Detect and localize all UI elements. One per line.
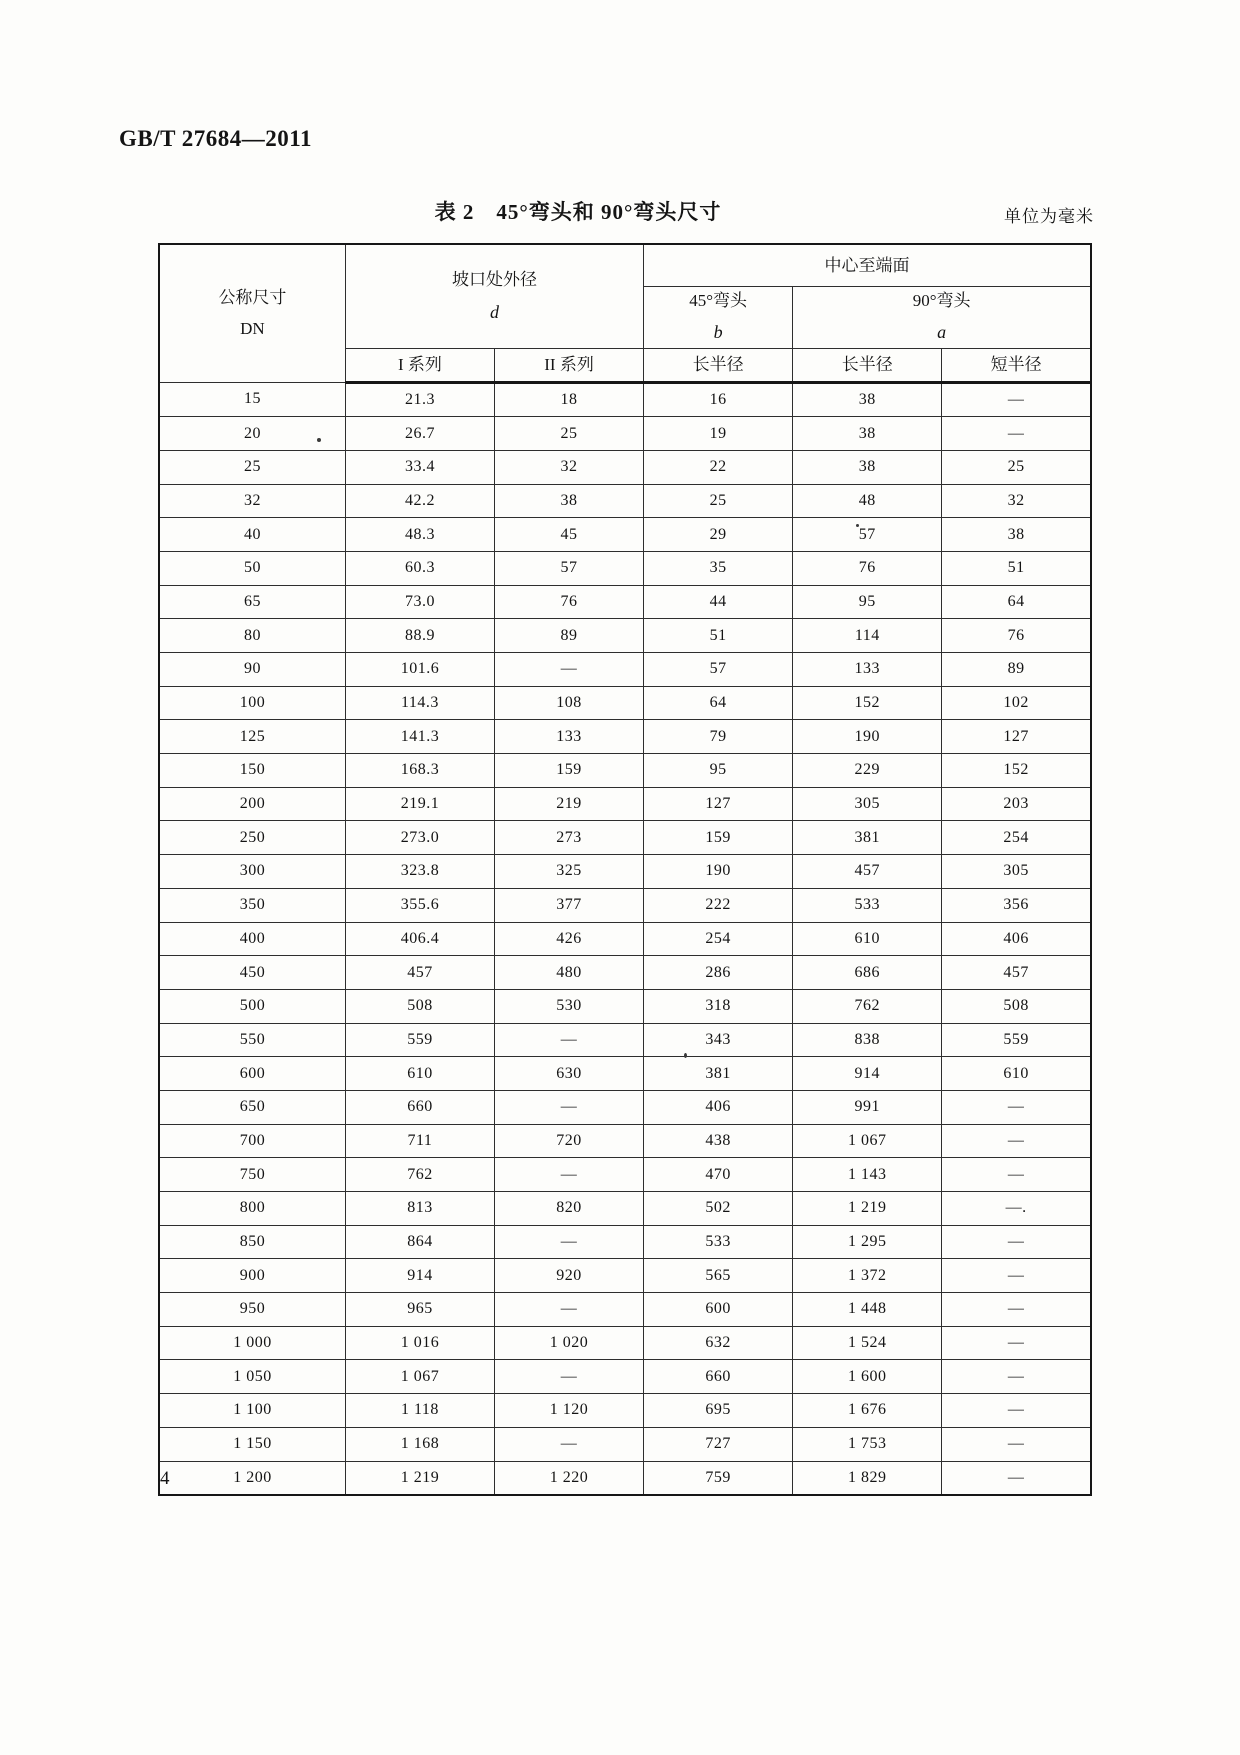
table-cell: —: [942, 1427, 1091, 1461]
header-center-to-end: 中心至端面: [644, 244, 1091, 286]
table-cell: 16: [644, 382, 793, 417]
table-row: [159, 1158, 1091, 1192]
table-cell: 800: [159, 1192, 345, 1226]
table-cell: —: [942, 1259, 1091, 1293]
table-cell: 79: [644, 720, 793, 754]
table-cell: —: [495, 1225, 644, 1259]
table-cell: —: [495, 1360, 644, 1394]
table-cell: 95: [644, 754, 793, 788]
table-cell: 222: [644, 888, 793, 922]
header-d-symbol: d: [490, 301, 499, 322]
table-cell: 250: [159, 821, 345, 855]
table-row: [159, 382, 1091, 417]
table-cell: 1 150: [159, 1427, 345, 1461]
table-cell: 1 676: [793, 1394, 942, 1428]
table-cell: 32: [159, 484, 345, 518]
table-cell: 864: [345, 1225, 494, 1259]
table-cell: 133: [793, 653, 942, 687]
table-row: [159, 855, 1091, 889]
table-row: [159, 1057, 1091, 1091]
header-series-2: II 系列: [495, 348, 644, 382]
table-cell: 762: [345, 1158, 494, 1192]
table-cell: 88.9: [345, 619, 494, 653]
table-cell: 1 168: [345, 1427, 494, 1461]
table-cell: 48.3: [345, 518, 494, 552]
table-cell: 200: [159, 787, 345, 821]
table-cell: 480: [495, 956, 644, 990]
table-row: [159, 989, 1091, 1023]
table-cell: 133: [495, 720, 644, 754]
table-title: 表 2 45°弯头和 90°弯头尺寸: [434, 200, 722, 224]
table-cell: 632: [644, 1326, 793, 1360]
table-cell: —.: [942, 1192, 1091, 1226]
table-cell: 38: [495, 484, 644, 518]
table-cell: 991: [793, 1090, 942, 1124]
table-cell: 203: [942, 787, 1091, 821]
table-cell: 64: [942, 585, 1091, 619]
table-cell: 700: [159, 1124, 345, 1158]
table-cell: 1 219: [793, 1192, 942, 1226]
table-cell: 273: [495, 821, 644, 855]
table-cell: 57: [793, 518, 942, 552]
table-row: [159, 653, 1091, 687]
table-row: [159, 787, 1091, 821]
table-cell: 323.8: [345, 855, 494, 889]
header-elbow-45: [644, 286, 793, 348]
header-bevel-od-label: 坡口处外径: [452, 270, 537, 290]
table-cell: 125: [159, 720, 345, 754]
table-cell: 273.0: [345, 821, 494, 855]
table-row: [159, 754, 1091, 788]
table-cell: 406: [942, 922, 1091, 956]
table-cell: 900: [159, 1259, 345, 1293]
table-cell: —: [495, 1427, 644, 1461]
table-cell: 720: [495, 1124, 644, 1158]
table-cell: 965: [345, 1293, 494, 1327]
table-cell: 920: [495, 1259, 644, 1293]
table-cell: 152: [942, 754, 1091, 788]
table-cell: 406: [644, 1090, 793, 1124]
table-cell: 318: [644, 989, 793, 1023]
table-cell: 22: [644, 450, 793, 484]
table-cell: 630: [495, 1057, 644, 1091]
table-cell: —: [495, 1293, 644, 1327]
header-elbow-90: [793, 286, 1091, 348]
table-cell: 1 295: [793, 1225, 942, 1259]
table-cell: 530: [495, 989, 644, 1023]
header-nominal-size-label: 公称尺寸: [218, 288, 287, 307]
table-cell: 50: [159, 551, 345, 585]
table-cell: 95: [793, 585, 942, 619]
table-cell: 51: [942, 551, 1091, 585]
table-cell: 190: [793, 720, 942, 754]
table-row: [159, 1360, 1091, 1394]
table-cell: 127: [644, 787, 793, 821]
table-cell: 32: [942, 484, 1091, 518]
table-cell: 550: [159, 1023, 345, 1057]
table-cell: 100: [159, 686, 345, 720]
table-cell: 89: [942, 653, 1091, 687]
table-cell: 381: [793, 821, 942, 855]
table-row: [159, 1293, 1091, 1327]
table-cell: —: [942, 1360, 1091, 1394]
table-row: [159, 450, 1091, 484]
table-row: [159, 1326, 1091, 1360]
table-cell: —: [495, 1158, 644, 1192]
table-cell: 254: [644, 922, 793, 956]
table-row: [159, 518, 1091, 552]
table-cell: 51: [644, 619, 793, 653]
table-cell: 600: [644, 1293, 793, 1327]
table-cell: 377: [495, 888, 644, 922]
table-cell: 57: [644, 653, 793, 687]
table-cell: —: [942, 1293, 1091, 1327]
table-cell: 1 372: [793, 1259, 942, 1293]
table-cell: 286: [644, 956, 793, 990]
table-cell: 457: [793, 855, 942, 889]
table-row: [159, 619, 1091, 653]
table-cell: 559: [942, 1023, 1091, 1057]
table-cell: —: [942, 1090, 1091, 1124]
table-cell: 450: [159, 956, 345, 990]
table-cell: 1 448: [793, 1293, 942, 1327]
table-cell: 1 050: [159, 1360, 345, 1394]
table-cell: 759: [644, 1461, 793, 1495]
table-row: [159, 1124, 1091, 1158]
table-cell: 305: [942, 855, 1091, 889]
table-cell: 686: [793, 956, 942, 990]
header-bevel-od: [345, 244, 643, 348]
table-cell: —: [942, 382, 1091, 417]
header-b-symbol: b: [713, 322, 723, 343]
table-cell: 350: [159, 888, 345, 922]
table-row: [159, 585, 1091, 619]
table-row: [159, 1090, 1091, 1124]
table-cell: 80: [159, 619, 345, 653]
table-cell: 457: [345, 956, 494, 990]
table-cell: 42.2: [345, 484, 494, 518]
table-row: [159, 417, 1091, 451]
table-row: [159, 922, 1091, 956]
table-cell: 35: [644, 551, 793, 585]
table-cell: 168.3: [345, 754, 494, 788]
table-cell: 343: [644, 1023, 793, 1057]
header-elbow-90-label: 90°弯头: [912, 291, 971, 311]
header-long-radius-90: 长半径: [793, 348, 942, 382]
table-cell: 1 200: [159, 1461, 345, 1495]
table-cell: 650: [159, 1090, 345, 1124]
table-cell: 57: [495, 551, 644, 585]
table-row: [159, 1023, 1091, 1057]
table-cell: 356: [942, 888, 1091, 922]
header-short-radius-90: 短半径: [942, 348, 1091, 382]
table-row: [159, 1461, 1091, 1495]
table-row: [159, 1259, 1091, 1293]
table-cell: 44: [644, 585, 793, 619]
table-cell: 33.4: [345, 450, 494, 484]
table-cell: 600: [159, 1057, 345, 1091]
table-cell: 470: [644, 1158, 793, 1192]
table-cell: 1 020: [495, 1326, 644, 1360]
table-cell: 60.3: [345, 551, 494, 585]
table-cell: 141.3: [345, 720, 494, 754]
table-cell: 25: [644, 484, 793, 518]
table-cell: 159: [644, 821, 793, 855]
header-dn-symbol: DN: [240, 319, 265, 339]
table-cell: 750: [159, 1158, 345, 1192]
table-cell: 21.3: [345, 382, 494, 417]
table-cell: 76: [942, 619, 1091, 653]
table-cell: —: [942, 1225, 1091, 1259]
table-cell: 660: [644, 1360, 793, 1394]
table-cell: 20: [159, 417, 345, 451]
table-cell: 25: [942, 450, 1091, 484]
table-cell: 48: [793, 484, 942, 518]
table-cell: 102: [942, 686, 1091, 720]
table-cell: 838: [793, 1023, 942, 1057]
scan-speck: [317, 438, 321, 442]
table-cell: 26.7: [345, 417, 494, 451]
table-cell: 25: [495, 417, 644, 451]
table-cell: 660: [345, 1090, 494, 1124]
table-cell: 1 067: [345, 1360, 494, 1394]
table-cell: 813: [345, 1192, 494, 1226]
table-cell: 508: [942, 989, 1091, 1023]
table-row: [159, 1192, 1091, 1226]
table-cell: 1 100: [159, 1394, 345, 1428]
table-cell: —: [495, 1090, 644, 1124]
table-cell: 426: [495, 922, 644, 956]
standard-number: GB/T 27684—2011: [119, 126, 313, 151]
table-cell: 300: [159, 855, 345, 889]
table-cell: 1 000: [159, 1326, 345, 1360]
table-cell: 610: [345, 1057, 494, 1091]
scan-speck: [684, 1053, 687, 1058]
table-cell: 1 143: [793, 1158, 942, 1192]
table-cell: 38: [793, 417, 942, 451]
table-cell: 1 829: [793, 1461, 942, 1495]
table-cell: 1 600: [793, 1360, 942, 1394]
table-cell: 1 120: [495, 1394, 644, 1428]
header-elbow-45-label: 45°弯头: [689, 291, 748, 311]
table-cell: 76: [793, 551, 942, 585]
header-long-radius-45: 长半径: [644, 348, 793, 382]
table-cell: 101.6: [345, 653, 494, 687]
table-cell: 114: [793, 619, 942, 653]
table-cell: 64: [644, 686, 793, 720]
table-cell: —: [942, 1461, 1091, 1495]
table-cell: 914: [793, 1057, 942, 1091]
table-cell: 219: [495, 787, 644, 821]
table-cell: 695: [644, 1394, 793, 1428]
table-cell: 850: [159, 1225, 345, 1259]
table-cell: 565: [644, 1259, 793, 1293]
table-row: [159, 821, 1091, 855]
table-row: [159, 1427, 1091, 1461]
table-cell: 533: [793, 888, 942, 922]
table-cell: 610: [793, 922, 942, 956]
table-cell: 38: [942, 518, 1091, 552]
table-cell: 533: [644, 1225, 793, 1259]
table-row: [159, 686, 1091, 720]
table-cell: 762: [793, 989, 942, 1023]
table-cell: 190: [644, 855, 793, 889]
unit-note: 单位为毫米: [1004, 207, 1094, 226]
table-cell: 229: [793, 754, 942, 788]
table-cell: 19: [644, 417, 793, 451]
table-cell: 25: [159, 450, 345, 484]
table-cell: —: [495, 1023, 644, 1057]
table-cell: 1 067: [793, 1124, 942, 1158]
table-cell: 65: [159, 585, 345, 619]
table-cell: 325: [495, 855, 644, 889]
table-cell: 457: [942, 956, 1091, 990]
table-cell: 18: [495, 382, 644, 417]
table-cell: 727: [644, 1427, 793, 1461]
table-cell: 500: [159, 989, 345, 1023]
table-cell: —: [942, 1124, 1091, 1158]
table-cell: 508: [345, 989, 494, 1023]
table-cell: 38: [793, 382, 942, 417]
table-cell: —: [942, 1158, 1091, 1192]
table-cell: 73.0: [345, 585, 494, 619]
page-number: 4: [160, 1468, 170, 1489]
elbow-dimensions-table: [158, 243, 1092, 1496]
table-cell: —: [942, 417, 1091, 451]
table-row: [159, 1225, 1091, 1259]
table-cell: 400: [159, 922, 345, 956]
table-cell: 1 524: [793, 1326, 942, 1360]
table-cell: 29: [644, 518, 793, 552]
table-cell: 32: [495, 450, 644, 484]
table-cell: 89: [495, 619, 644, 653]
table-cell: 76: [495, 585, 644, 619]
table-cell: 38: [793, 450, 942, 484]
table-row: [159, 720, 1091, 754]
table-cell: 502: [644, 1192, 793, 1226]
table-cell: 1 219: [345, 1461, 494, 1495]
table-cell: 159: [495, 754, 644, 788]
table-cell: —: [942, 1394, 1091, 1428]
table-cell: 914: [345, 1259, 494, 1293]
table-cell: —: [495, 653, 644, 687]
table-cell: 15: [159, 382, 345, 417]
table-cell: 406.4: [345, 922, 494, 956]
table-cell: 1 753: [793, 1427, 942, 1461]
table-cell: 254: [942, 821, 1091, 855]
table-cell: 108: [495, 686, 644, 720]
header-series-1: I 系列: [345, 348, 494, 382]
table-header: [159, 244, 1091, 382]
table-cell: 711: [345, 1124, 494, 1158]
table-cell: 355.6: [345, 888, 494, 922]
header-nominal-size: [159, 244, 345, 382]
table-cell: 40: [159, 518, 345, 552]
table-cell: 950: [159, 1293, 345, 1327]
table-cell: 150: [159, 754, 345, 788]
table-cell: 219.1: [345, 787, 494, 821]
scan-speck: [856, 524, 859, 527]
table-cell: 127: [942, 720, 1091, 754]
table-cell: 305: [793, 787, 942, 821]
table-row: [159, 888, 1091, 922]
table-cell: 559: [345, 1023, 494, 1057]
table-cell: 90: [159, 653, 345, 687]
table-cell: 152: [793, 686, 942, 720]
table-row: [159, 484, 1091, 518]
table-cell: 438: [644, 1124, 793, 1158]
table-cell: 381: [644, 1057, 793, 1091]
table-cell: 114.3: [345, 686, 494, 720]
table-cell: 1 220: [495, 1461, 644, 1495]
table-cell: 1 016: [345, 1326, 494, 1360]
table-cell: 820: [495, 1192, 644, 1226]
table-cell: 45: [495, 518, 644, 552]
table-cell: —: [942, 1326, 1091, 1360]
table-body: [159, 382, 1091, 1495]
table-row: [159, 551, 1091, 585]
table-row: [159, 956, 1091, 990]
table-cell: 1 118: [345, 1394, 494, 1428]
table-cell: 610: [942, 1057, 1091, 1091]
table-row: [159, 1394, 1091, 1428]
header-a-symbol: a: [937, 322, 947, 343]
